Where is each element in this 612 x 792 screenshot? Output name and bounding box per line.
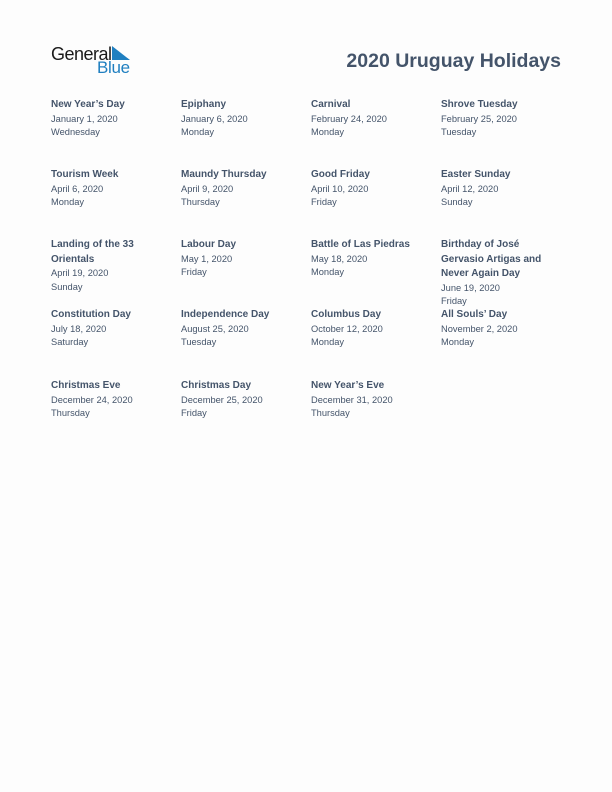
holiday-entry	[311, 168, 436, 210]
logo-text-blue: Blue	[97, 58, 130, 77]
holiday-entry	[181, 308, 306, 350]
holiday-date: April 12, 2020	[441, 183, 499, 194]
holiday-weekday: Thursday	[311, 408, 350, 419]
holiday-entry	[181, 168, 306, 210]
holiday-entry	[51, 168, 176, 210]
holiday-entry	[441, 168, 566, 210]
holiday-weekday: Thursday	[181, 197, 220, 208]
holiday-entry	[311, 238, 436, 280]
holiday-date: November 2, 2020	[441, 323, 518, 334]
holiday-date: December 31, 2020	[311, 394, 393, 405]
holiday-name: Epiphany	[181, 99, 227, 110]
holiday-name: Battle of Las Piedras	[311, 239, 410, 250]
holiday-weekday: Thursday	[51, 408, 90, 419]
holiday-date: June 19, 2020	[441, 282, 500, 293]
holiday-weekday: Monday	[51, 197, 85, 208]
holiday-weekday: Monday	[311, 267, 345, 278]
holiday-date: August 25, 2020	[181, 323, 249, 334]
holiday-date: April 10, 2020	[311, 183, 369, 194]
holiday-weekday: Tuesday	[441, 127, 477, 138]
holiday-date: February 25, 2020	[441, 113, 517, 124]
holiday-entry	[181, 379, 306, 421]
holiday-weekday: Sunday	[51, 281, 83, 292]
holiday-entry	[311, 98, 436, 140]
holiday-name: Constitution Day	[51, 309, 131, 320]
holiday-weekday: Friday	[441, 296, 467, 307]
holiday-entry	[441, 308, 566, 350]
page-title: 2020 Uruguay Holidays	[346, 50, 561, 72]
holiday-date: October 12, 2020	[311, 323, 383, 334]
holiday-name: Christmas Day	[181, 380, 252, 391]
generalblue-logo	[51, 44, 137, 78]
holiday-name: Maundy Thursday	[181, 169, 267, 180]
holiday-entry	[51, 98, 176, 140]
holiday-date: July 18, 2020	[51, 323, 107, 334]
holiday-name: Labour Day	[181, 239, 237, 250]
holiday-name: Birthday of José Gervasio Artigas and Never Again Day	[441, 239, 542, 279]
holiday-name: New Year’s Day	[51, 99, 125, 110]
holiday-entry	[51, 308, 176, 350]
holiday-date: May 18, 2020	[311, 253, 368, 264]
holiday-date: April 19, 2020	[51, 268, 109, 278]
holiday-name: Shrove Tuesday	[441, 99, 518, 110]
holiday-entry	[181, 98, 306, 140]
holiday-entry	[181, 238, 306, 280]
holiday-weekday: Monday	[181, 127, 215, 138]
holiday-weekday: Wednesday	[51, 127, 100, 138]
holiday-name: Columbus Day	[311, 309, 382, 320]
holiday-name: New Year’s Eve	[311, 380, 385, 391]
holiday-entry	[441, 98, 566, 140]
holiday-date: May 1, 2020	[181, 253, 233, 264]
holiday-name: Good Friday	[311, 169, 370, 180]
holiday-weekday: Tuesday	[181, 337, 217, 348]
holiday-date: January 1, 2020	[51, 113, 118, 124]
holiday-date: April 9, 2020	[181, 183, 234, 194]
holiday-weekday: Friday	[181, 408, 207, 419]
holiday-name: Tourism Week	[51, 169, 119, 180]
holiday-date: February 24, 2020	[311, 113, 387, 124]
holiday-name: Landing of the 33 Orientals	[51, 239, 134, 265]
holiday-weekday: Monday	[441, 337, 475, 348]
holiday-entry	[311, 308, 436, 350]
holiday-weekday: Monday	[311, 337, 345, 348]
holiday-date: December 24, 2020	[51, 394, 133, 405]
holiday-weekday: Friday	[311, 197, 337, 208]
holiday-weekday: Monday	[311, 127, 345, 138]
holiday-entry	[311, 379, 436, 421]
holiday-date: December 25, 2020	[181, 394, 263, 405]
holiday-weekday: Saturday	[51, 337, 89, 348]
holiday-entry	[441, 238, 553, 309]
holiday-date: January 6, 2020	[181, 113, 248, 124]
holiday-entry	[51, 379, 176, 421]
logo-text-general: General	[51, 44, 112, 64]
holiday-date: April 6, 2020	[51, 183, 104, 194]
holiday-name: Carnival	[311, 99, 351, 110]
holiday-name: All Souls’ Day	[441, 309, 508, 320]
holiday-weekday: Sunday	[441, 197, 473, 208]
holiday-entry	[51, 238, 143, 295]
holiday-name: Easter Sunday	[441, 169, 511, 180]
holiday-name: Christmas Eve	[51, 380, 121, 391]
holiday-weekday: Friday	[181, 267, 207, 278]
holiday-name: Independence Day	[181, 309, 270, 320]
